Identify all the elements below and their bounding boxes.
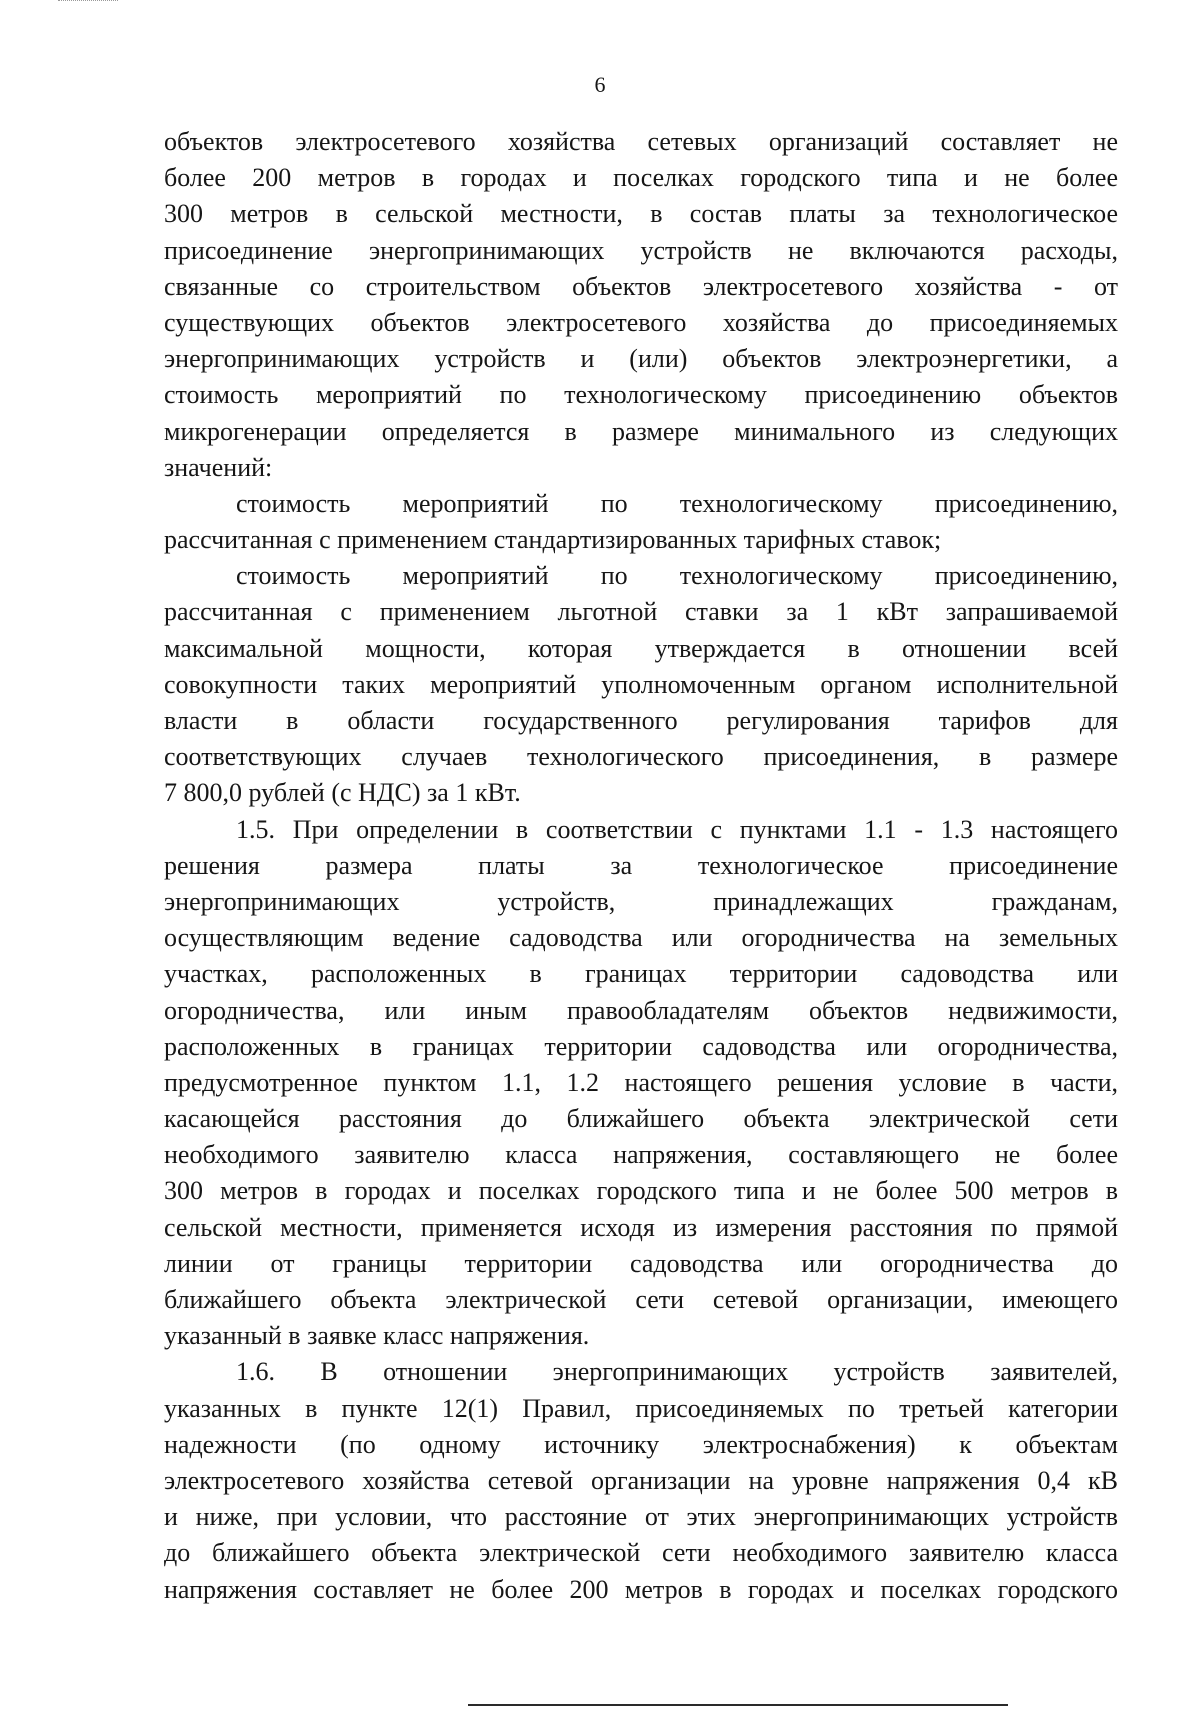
text-line: напряжения составляет не более 200 метров в городах и поселках городского <box>164 1574 1118 1604</box>
text-line: и ниже, при условии, что расстояние от этих энергопринимающих устройств <box>164 1502 1118 1532</box>
text-line: электросетевого хозяйства сетевой организации на уровне напряжения 0,4 кВ <box>164 1465 1118 1495</box>
text-line: энергопринимающих устройств и (или) объектов электроэнергетики, а <box>164 344 1118 374</box>
text-line: рассчитанная с применением стандартизированных тарифных ставок; <box>164 525 942 555</box>
text-line: линии от границы территории садоводства или огородничества до <box>164 1248 1118 1278</box>
text-line: участках, расположенных в границах территории садоводства или <box>164 959 1118 989</box>
text-line: решения размера платы за технологическое присоединение <box>164 850 1118 880</box>
text-line: 300 метров в городах и поселках городского типа и не более 500 метров в <box>164 1176 1118 1206</box>
page-number: 6 <box>594 72 606 97</box>
text-line: микрогенерации определяется в размере минимального из следующих <box>164 416 1118 446</box>
text-line: значений: <box>164 452 273 482</box>
text-line: сельской местности, применяется исходя из измерения расстояния по прямой <box>164 1212 1118 1242</box>
text-line: соответствующих случаев технологического присоединения, в размере <box>164 742 1118 772</box>
text-line: существующих объектов электросетевого хозяйства до присоединяемых <box>164 307 1118 337</box>
page-bottom-rule <box>468 1704 1008 1706</box>
text-line: огородничества, или иным правообладателям объектов недвижимости, <box>164 995 1118 1025</box>
text-line: объектов электросетевого хозяйства сетевых организаций составляет не <box>164 127 1118 156</box>
text-line: осуществляющим ведение садоводства или огородничества на земельных <box>164 923 1118 953</box>
clause-1-6-first-line: 1.6. В отношении энергопринимающих устройств заявителей, <box>236 1357 1118 1387</box>
text-line: надежности (по одному источнику электроснабжения) к объектам <box>164 1429 1118 1459</box>
text-line: совокупности таких мероприятий уполномоченным органом исполнительной <box>164 669 1118 699</box>
text-line: стоимость мероприятий по технологическому присоединению объектов <box>164 380 1118 410</box>
text-line: 300 метров в сельской местности, в состав платы за технологическое <box>164 199 1118 229</box>
text-line: указанных в пункте 12(1) Правил, присоединяемых по третьей категории <box>164 1393 1118 1423</box>
text-line: энергопринимающих устройств, принадлежащих гражданам, <box>164 886 1118 916</box>
text-line: связанные со строительством объектов электросетевого хозяйства - от <box>164 271 1118 301</box>
text-line: касающейся расстояния до ближайшего объекта электрической сети <box>164 1104 1118 1134</box>
text-line: максимальной мощности, которая утверждается в отношении всей <box>164 633 1118 663</box>
paragraph-first-line: стоимость мероприятий по технологическому присоединению, <box>236 488 1118 518</box>
text-line: необходимого заявителю класса напряжения, составляющего не более <box>164 1140 1118 1170</box>
text-line: расположенных в границах территории садоводства или огородничества, <box>164 1031 1118 1061</box>
text-line: 7 800,0 рублей (с НДС) за 1 кВт. <box>164 778 521 808</box>
text-line: власти в области государственного регулирования тарифов для <box>164 706 1118 735</box>
text-line: ближайшего объекта электрической сети сетевой организации, имеющего <box>164 1285 1118 1314</box>
text-line: указанный в заявке класс напряжения. <box>164 1321 590 1351</box>
text-line: присоединение энергопринимающих устройств не включаются расходы, <box>164 235 1118 265</box>
text-line: более 200 метров в городах и поселках городского типа и не более <box>164 163 1118 193</box>
text-line: предусмотренное пунктом 1.1, 1.2 настоящего решения условие в части, <box>164 1067 1118 1097</box>
text-line: рассчитанная с применением льготной ставки за 1 кВт запрашиваемой <box>164 597 1118 627</box>
paragraph-first-line: стоимость мероприятий по технологическому присоединению, <box>236 561 1118 591</box>
clause-1-5-first-line: 1.5. При определении в соответствии с пунктами 1.1 - 1.3 настоящего <box>236 814 1118 844</box>
scan-corner-mark <box>58 0 118 5</box>
document-body <box>164 124 1118 1608</box>
text-line: до ближайшего объекта электрической сети необходимого заявителю класса <box>164 1538 1118 1568</box>
